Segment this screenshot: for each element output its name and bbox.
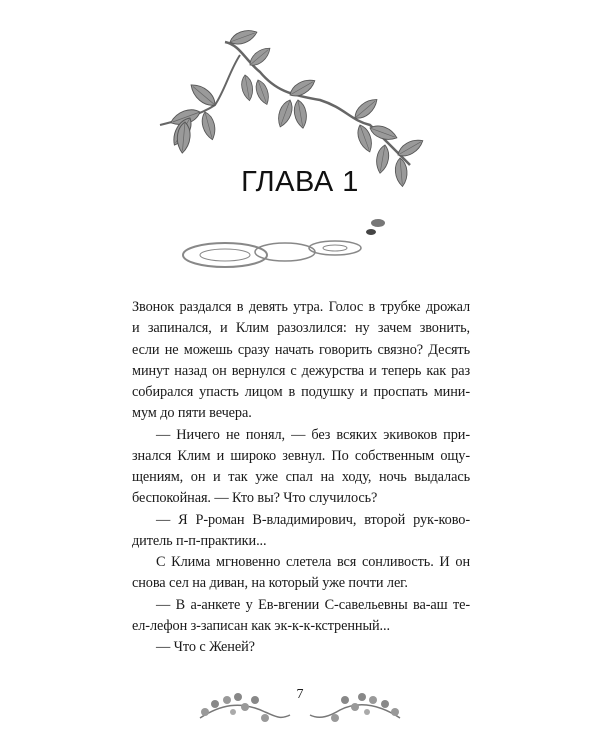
text-line: и запинался, и Клим разозлился: ну зачем звонить, [132,320,470,337]
text-line: беспокойная. — Кто вы? Что случилось? [132,490,378,507]
text-line: знался Клим и широко зевнул. По собственным ощу- [132,447,470,464]
pebbles-icon [366,219,385,235]
vine-ornament-left-icon [200,693,290,722]
puddle-icon [183,241,361,267]
text-line: — Что с Женей? [156,639,255,655]
text-line: дитель п-п-практики... [132,532,267,549]
text-line: щениям, он и так уже спал на ходу, ночь выдалась [132,469,470,485]
body-text [132,297,470,658]
text-line: если не можешь сразу начать говорить связно? Десять [132,341,470,358]
chapter-title: ГЛАВА 1 [241,166,359,198]
text-line: С Клима мгновенно слетела вся сонливость. И он [156,554,470,570]
text-line: — В а-анкете у Ев-вгении С-савельевны ва-аш те- [156,596,470,613]
page-number: 7 [296,687,304,702]
birch-branch-icon [160,27,426,187]
text-line: мум до пяти вечера. [132,405,252,422]
text-line: Звонок раздался в девять утра. Голос в трубке дрожал [132,299,470,315]
text-line: — Ничего не понял, — без всяких экивоков при- [156,426,470,443]
text-line: ел-лефон з-записан как эк-к-к-кстренный... [132,617,390,634]
text-line: — Я Р-роман В-владимирович, второй рук-ково- [156,511,470,528]
text-line: собирался упасть лицом в подушку и проспать мини- [132,384,470,400]
vine-ornament-right-icon [310,693,400,722]
text-line: минут назад он вернулся с дежурства и теперь как раз [132,362,470,379]
text-line: снова сел на диван, на который уже почти лег. [132,575,408,592]
